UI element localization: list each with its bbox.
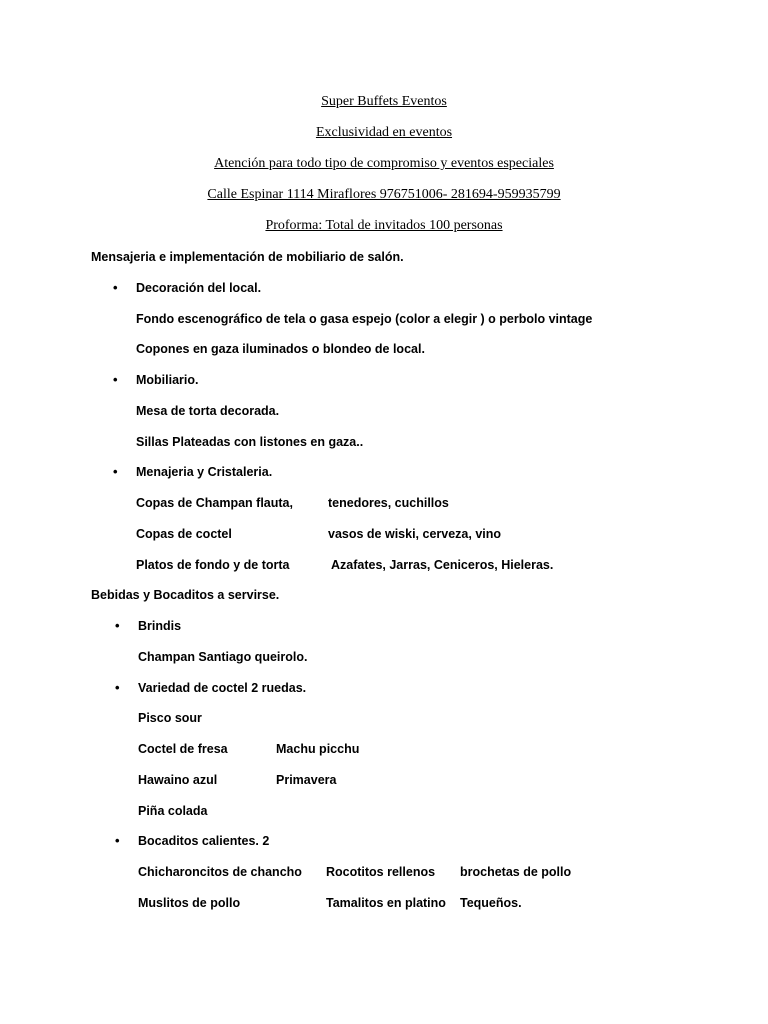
table-cell: Muslitos de pollo	[138, 896, 241, 910]
contact-address: Calle Espinar 1114 Miraflores 976751006- 281694-959935799	[207, 187, 561, 202]
bullet-brindis: •	[115, 618, 120, 633]
subheading-decoracion: Decoración del local.	[136, 281, 262, 295]
table-cell: Machu picchu	[276, 742, 360, 756]
table-cell: Pisco sour	[138, 711, 202, 725]
table-cell: Piña colada	[138, 804, 208, 818]
table-cell: Hawaino azul	[138, 773, 218, 787]
table-cell: brochetas de pollo	[460, 865, 572, 879]
list-item: Sillas Plateadas con listones en gaza..	[136, 435, 364, 449]
table-cell: Tamalitos en platino	[326, 896, 446, 910]
table-cell: Rocotitos rellenos	[326, 865, 436, 879]
list-item: Mesa de torta decorada.	[136, 404, 280, 418]
table-cell: Coctel de fresa	[138, 742, 228, 756]
bullet-mobiliario: •	[113, 372, 118, 387]
list-item: Fondo escenográfico de tela o gasa espejo (color a elegir ) o perbolo vintage	[136, 312, 593, 326]
service-description: Atención para todo tipo de compromiso y eventos especiales	[214, 156, 554, 171]
table-cell: Copas de Champan flauta,	[136, 496, 293, 510]
proforma-title: Proforma: Total de invitados 100 personas	[265, 218, 503, 233]
table-cell: Chicharoncitos de chancho	[138, 865, 302, 879]
bullet-coctel: •	[115, 680, 120, 695]
company-name: Super Buffets Eventos	[321, 94, 447, 109]
section-title-bebidas: Bebidas y Bocaditos a servirse.	[91, 588, 280, 602]
table-cell: Primavera	[276, 773, 337, 787]
bullet-decoracion: •	[113, 280, 118, 295]
list-item: Champan Santiago queirolo.	[138, 650, 308, 664]
table-cell: Platos de fondo y de torta	[136, 558, 290, 572]
list-item: Copones en gaza iluminados o blondeo de local.	[136, 342, 425, 356]
subheading-menajeria: Menajeria y Cristaleria.	[136, 465, 273, 479]
table-cell: Copas de coctel	[136, 527, 232, 541]
subheading-coctel: Variedad de coctel 2 ruedas.	[138, 681, 307, 695]
section-title-mensajeria: Mensajeria e implementación de mobiliario de salón.	[91, 250, 404, 264]
subheading-mobiliario: Mobiliario.	[136, 373, 199, 387]
table-cell: Azafates, Jarras, Ceniceros, Hieleras.	[331, 558, 554, 572]
table-cell: vasos de wiski, cerveza, vino	[328, 527, 502, 541]
table-cell: Tequeños.	[460, 896, 522, 910]
bullet-menajeria: •	[113, 464, 118, 479]
bullet-bocaditos: •	[115, 833, 120, 848]
tagline: Exclusividad en eventos	[315, 125, 453, 140]
subheading-bocaditos: Bocaditos calientes. 2	[138, 834, 270, 848]
subheading-brindis: Brindis	[138, 619, 182, 633]
table-cell: tenedores, cuchillos	[328, 496, 449, 510]
